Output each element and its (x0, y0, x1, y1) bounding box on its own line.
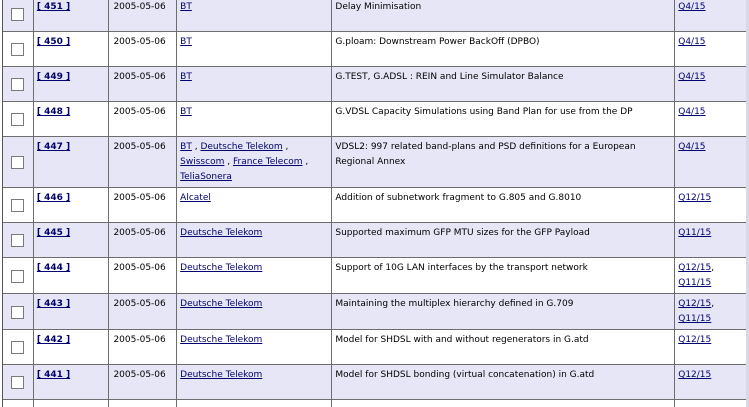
title-cell: G.ploam: Downstream Power BackOff (DPBO) (332, 32, 675, 67)
source-separator: , (305, 157, 309, 167)
source-link[interactable]: BT (180, 2, 192, 12)
checkbox-cell (3, 330, 34, 365)
table-row (3, 365, 749, 400)
checkbox-cell (3, 400, 34, 407)
doc-number-cell (34, 258, 110, 294)
question-link[interactable]: Q12/15 (678, 193, 712, 203)
row-checkbox[interactable] (11, 8, 24, 21)
title-cell: Model for SHDSL bonding (virtual concatenation) in G.atd (332, 365, 675, 400)
question-link[interactable]: Q4/15 (678, 37, 706, 47)
source-link[interactable]: Swisscom (180, 157, 225, 167)
question-cell (675, 400, 749, 407)
title-cell: G.TEST, G.ADSL : REIN and Line Simulator Balance (332, 67, 675, 102)
checkbox-cell (3, 188, 34, 223)
question-separator: , (711, 299, 715, 309)
checkbox-cell (3, 294, 34, 330)
source-link[interactable]: Deutsche Telekom (180, 263, 263, 273)
question-link[interactable]: Q12/15 (678, 335, 712, 345)
date-cell: 2005-05-06 (109, 258, 177, 294)
doc-number-cell (34, 294, 110, 330)
table-row (3, 67, 749, 102)
date-cell: 2005-05-06 (109, 365, 177, 400)
title-cell: Model for SHDSL with and without regenerators in G.atd (332, 330, 675, 365)
table-row (3, 188, 749, 223)
doc-number-link[interactable]: [ 447 ] (36, 142, 71, 152)
source-cell (177, 32, 332, 67)
question-link[interactable]: Q12/15 (678, 370, 712, 380)
source-link[interactable]: Deutsche Telekom (180, 228, 263, 238)
title-cell (332, 400, 675, 407)
row-checkbox[interactable] (11, 43, 24, 56)
source-link[interactable]: Deutsche Telekom (200, 142, 283, 152)
table-row (3, 137, 749, 188)
question-cell (675, 188, 749, 223)
source-link[interactable]: France Telecom (232, 157, 303, 167)
row-checkbox[interactable] (11, 376, 24, 389)
question-cell (675, 365, 749, 400)
title-cell: Support of 10G LAN interfaces by the transport network (332, 258, 675, 294)
doc-number-link[interactable]: [ 448 ] (36, 107, 71, 117)
doc-number-link[interactable]: [ 441 ] (36, 370, 71, 380)
question-link[interactable]: Q11/15 (678, 228, 712, 238)
source-link[interactable]: BT (180, 107, 192, 117)
doc-number-cell (34, 400, 110, 407)
question-link[interactable]: Q11/15 (678, 278, 712, 288)
question-cell (675, 330, 749, 365)
date-cell (109, 400, 177, 407)
doc-number-cell (34, 188, 110, 223)
question-link[interactable]: Q12/15 (678, 299, 712, 309)
question-cell (675, 32, 749, 67)
table-row (3, 294, 749, 330)
date-cell: 2005-05-06 (109, 294, 177, 330)
source-cell (177, 102, 332, 137)
doc-number-link[interactable]: [ 442 ] (36, 335, 71, 345)
question-cell (675, 0, 749, 32)
source-link[interactable]: BT (180, 72, 192, 82)
source-separator: , (227, 157, 231, 167)
doc-number-cell (34, 330, 110, 365)
document-table-body (3, 0, 749, 407)
question-cell (675, 67, 749, 102)
checkbox-cell (3, 67, 34, 102)
source-link[interactable]: BT (180, 142, 192, 152)
source-cell (177, 0, 332, 32)
source-cell (177, 258, 332, 294)
table-row (3, 0, 749, 32)
checkbox-cell (3, 102, 34, 137)
question-cell (675, 294, 749, 330)
date-cell: 2005-05-06 (109, 67, 177, 102)
source-cell (177, 67, 332, 102)
question-link[interactable]: Q11/15 (678, 314, 712, 324)
title-cell: Addition of subnetwork fragment to G.805 and G.8010 (332, 188, 675, 223)
doc-number-cell (34, 365, 110, 400)
doc-number-link[interactable]: [ 443 ] (36, 299, 71, 309)
question-link[interactable]: Q4/15 (678, 107, 706, 117)
checkbox-cell (3, 0, 34, 32)
source-separator: , (194, 142, 198, 152)
doc-number-link[interactable]: [ 444 ] (36, 263, 71, 273)
checkbox-cell (3, 258, 34, 294)
question-cell (675, 102, 749, 137)
doc-number-link[interactable]: [ 450 ] (36, 37, 71, 47)
document-table (2, 0, 749, 407)
table-row (3, 223, 749, 258)
checkbox-cell (3, 365, 34, 400)
row-checkbox[interactable] (11, 341, 24, 354)
date-cell: 2005-05-06 (109, 330, 177, 365)
title-cell: Maintaining the multiplex hierarchy defined in G.709 (332, 294, 675, 330)
row-checkbox[interactable] (11, 234, 24, 247)
row-checkbox[interactable] (11, 156, 24, 169)
checkbox-cell (3, 223, 34, 258)
question-cell (675, 137, 749, 188)
doc-number-cell (34, 0, 110, 32)
row-checkbox[interactable] (11, 306, 24, 319)
question-link[interactable]: Q4/15 (678, 142, 706, 152)
source-link[interactable]: TeliaSonera (180, 172, 232, 182)
question-link[interactable]: Q12/15 (678, 263, 712, 273)
source-cell (177, 330, 332, 365)
title-cell: VDSL2: 997 related band-plans and PSD definitions for a European Regional Annex (332, 137, 675, 188)
doc-number-link[interactable]: [ 451 ] (36, 2, 71, 12)
source-link[interactable]: Deutsche Telekom (180, 299, 263, 309)
source-cell (177, 400, 332, 407)
source-cell (177, 365, 332, 400)
doc-number-link[interactable]: [ 449 ] (36, 72, 71, 82)
date-cell: 2005-05-06 (109, 188, 177, 223)
question-cell (675, 223, 749, 258)
question-link[interactable]: Q4/15 (678, 72, 706, 82)
table-row (3, 102, 749, 137)
source-cell (177, 188, 332, 223)
date-cell: 2005-05-06 (109, 0, 177, 32)
table-row (3, 258, 749, 294)
row-checkbox[interactable] (11, 199, 24, 212)
source-link[interactable]: BT (180, 37, 192, 47)
table-row (3, 330, 749, 365)
title-cell: Supported maximum GFP MTU sizes for the GFP Payload (332, 223, 675, 258)
date-cell: 2005-05-06 (109, 137, 177, 188)
question-link[interactable]: Q4/15 (678, 2, 706, 12)
title-cell: G.VDSL Capacity Simulations using Band Plan for use from the DP (332, 102, 675, 137)
date-cell: 2005-05-06 (109, 102, 177, 137)
doc-number-cell (34, 223, 110, 258)
doc-number-cell (34, 137, 110, 188)
checkbox-cell (3, 32, 34, 67)
source-cell (177, 294, 332, 330)
row-checkbox[interactable] (11, 270, 24, 283)
checkbox-cell (3, 137, 34, 188)
row-checkbox[interactable] (11, 113, 24, 126)
doc-number-cell (34, 67, 110, 102)
source-separator: , (285, 142, 289, 152)
date-cell: 2005-05-06 (109, 223, 177, 258)
date-cell: 2005-05-06 (109, 32, 177, 67)
source-link[interactable]: Alcatel (180, 193, 211, 203)
table-row (3, 400, 749, 407)
doc-number-link[interactable]: [ 445 ] (36, 228, 71, 238)
source-link[interactable]: Deutsche Telekom (180, 370, 263, 380)
source-cell (177, 137, 332, 188)
source-cell (177, 223, 332, 258)
question-cell (675, 258, 749, 294)
question-separator: , (711, 263, 715, 273)
source-link[interactable]: Deutsche Telekom (180, 335, 263, 345)
doc-number-link[interactable]: [ 446 ] (36, 193, 71, 203)
table-row (3, 32, 749, 67)
row-checkbox[interactable] (11, 78, 24, 91)
title-cell: Delay Minimisation (332, 0, 675, 32)
doc-number-cell (34, 102, 110, 137)
doc-number-cell (34, 32, 110, 67)
